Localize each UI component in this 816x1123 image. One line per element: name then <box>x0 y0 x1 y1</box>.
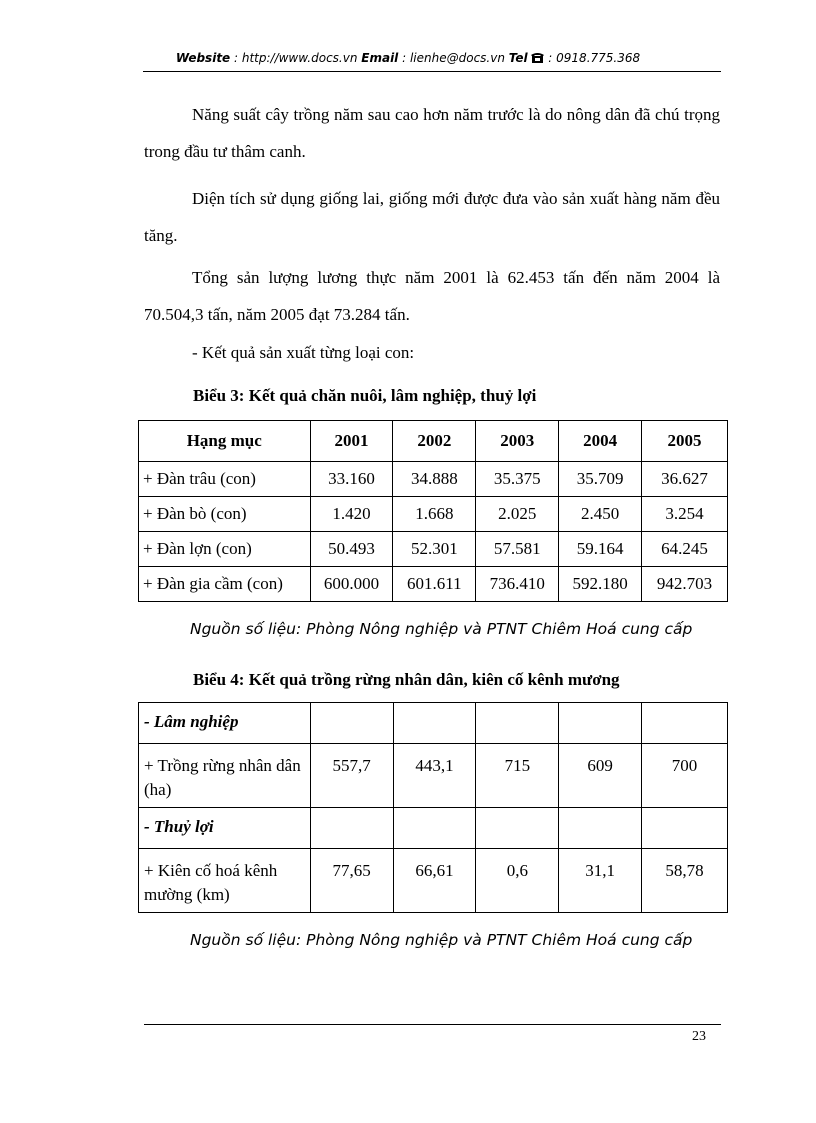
section-label: - Thuỷ lợi <box>139 808 311 849</box>
section-row <box>139 808 728 849</box>
cell: 50.493 <box>310 532 393 567</box>
email-label: Email <box>361 51 399 65</box>
header-cell: 2004 <box>559 421 642 462</box>
header-cell: 2003 <box>476 421 559 462</box>
cell: 33.160 <box>310 462 393 497</box>
section-row <box>139 703 728 744</box>
email-address[interactable]: : lienhe@docs.vn <box>398 51 509 65</box>
paragraph-1: Năng suất cây trồng năm sau cao hơn năm trước là do nông dân đã chú trọng trong đầu tư thâm canh. <box>144 105 720 161</box>
cell: 35.709 <box>559 462 642 497</box>
cell: 600.000 <box>310 567 393 602</box>
phone-icon <box>531 51 544 65</box>
cell: 601.611 <box>393 567 476 602</box>
website-url[interactable]: : http://www.docs.vn <box>230 51 362 65</box>
cell: 0,6 <box>476 849 559 913</box>
phone-number: : 0918.775.368 <box>544 51 641 65</box>
cell: 58,78 <box>642 849 728 913</box>
table-forestry-irrigation <box>138 702 728 913</box>
cell: 2.450 <box>559 497 642 532</box>
cell: 31,1 <box>559 849 642 913</box>
row-label: + Đàn gia cầm (con) <box>139 567 311 602</box>
table-header-row <box>139 421 728 462</box>
cell: 1.420 <box>310 497 393 532</box>
table-row <box>139 744 728 808</box>
table4-caption: Biểu 4: Kết quả trồng rừng nhân dân, kiên cố kênh mương <box>193 670 620 689</box>
cell: 52.301 <box>393 532 476 567</box>
cell: 609 <box>559 744 642 808</box>
table-row <box>139 567 728 602</box>
row-label: + Trồng rừng nhân dân (ha) <box>139 744 311 808</box>
section-label: - Lâm nghiệp <box>139 703 311 744</box>
paragraph-3: Tổng sản lượng lương thực năm 2001 là 62.453 tấn đến năm 2004 là 70.504,3 tấn, năm 2005 đạt 73.284 tấn. <box>144 268 720 324</box>
paragraph-2: Diện tích sử dụng giống lai, giống mới được đưa vào sản xuất hàng năm đều tăng. <box>144 189 720 245</box>
header-cell: 2001 <box>310 421 393 462</box>
header-cell: 2002 <box>393 421 476 462</box>
cell: 557,7 <box>310 744 393 808</box>
table3-caption: Biểu 3: Kết quả chăn nuôi, lâm nghiệp, thuỷ lợi <box>193 386 537 405</box>
cell: 736.410 <box>476 567 559 602</box>
table3-source: Nguồn số liệu: Phòng Nông nghiệp và PTNT Chiêm Hoá cung cấp <box>190 620 693 638</box>
row-label: + Kiên cố hoá kênh mường (km) <box>139 849 311 913</box>
row-label: + Đàn bò (con) <box>139 497 311 532</box>
cell: 77,65 <box>310 849 393 913</box>
cell: 592.180 <box>559 567 642 602</box>
tel-label: Tel <box>508 51 528 65</box>
cell: 942.703 <box>642 567 728 602</box>
table-row <box>139 497 728 532</box>
row-label: + Đàn trâu (con) <box>139 462 311 497</box>
cell: 2.025 <box>476 497 559 532</box>
cell: 64.245 <box>642 532 728 567</box>
bullet-line: - Kết quả sản xuất từng loại con: <box>192 343 415 362</box>
cell: 59.164 <box>559 532 642 567</box>
page-header <box>0 51 816 65</box>
table-row <box>139 532 728 567</box>
row-label: + Đàn lợn (con) <box>139 532 311 567</box>
cell: 34.888 <box>393 462 476 497</box>
page-number: 23 <box>692 1029 706 1044</box>
cell: 3.254 <box>642 497 728 532</box>
footer-divider <box>144 1024 721 1025</box>
table-row <box>139 849 728 913</box>
header-cell: 2005 <box>642 421 728 462</box>
cell: 700 <box>642 744 728 808</box>
cell: 715 <box>476 744 559 808</box>
table-livestock <box>138 420 728 602</box>
website-label: Website <box>175 51 231 65</box>
header-cell: Hạng mục <box>139 421 311 462</box>
cell: 57.581 <box>476 532 559 567</box>
cell: 443,1 <box>393 744 476 808</box>
header-divider <box>143 71 721 72</box>
cell: 35.375 <box>476 462 559 497</box>
cell: 36.627 <box>642 462 728 497</box>
table-row <box>139 462 728 497</box>
table4-source: Nguồn số liệu: Phòng Nông nghiệp và PTNT Chiêm Hoá cung cấp <box>190 931 693 949</box>
cell: 66,61 <box>393 849 476 913</box>
cell: 1.668 <box>393 497 476 532</box>
